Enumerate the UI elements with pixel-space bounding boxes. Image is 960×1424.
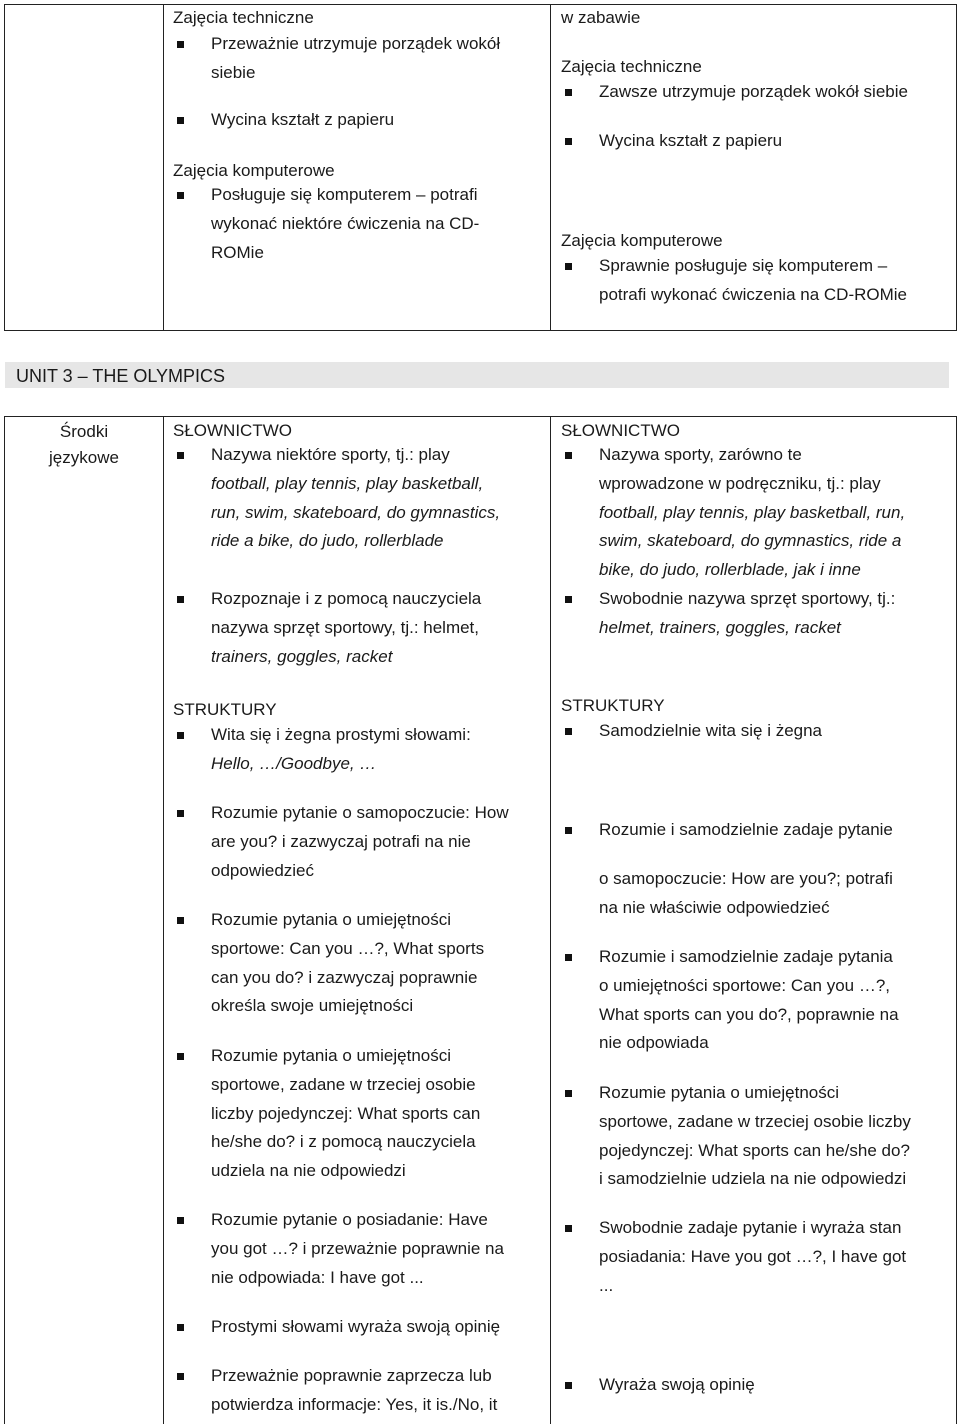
list-item: Rozumie pytania o umiejętności sportowe: Can you …?, What sports can you do? i zazwyczaj poprawnie określa swoje umiejętności <box>173 906 545 1021</box>
bullet-icon <box>565 1090 572 1097</box>
list-item: Wycina kształt z papieru <box>561 127 951 156</box>
top-table-border-right <box>956 4 957 331</box>
bullet-icon <box>565 263 572 270</box>
bullet-icon <box>565 728 572 735</box>
heading-vocabulary: SŁOWNICTWO <box>561 421 680 440</box>
bullet-icon <box>177 1324 184 1331</box>
bullet-icon <box>565 89 572 96</box>
bullet-icon <box>565 138 572 145</box>
heading-structures: STRUKTURY <box>561 696 665 715</box>
top-col-advanced <box>561 6 951 326</box>
unit-title: UNIT 3 – THE OLYMPICS <box>16 366 226 386</box>
top-table-border-top <box>4 4 957 5</box>
heading-vocabulary: SŁOWNICTWO <box>173 421 292 440</box>
bullet-icon <box>177 1217 184 1224</box>
top-col-basic <box>173 6 543 326</box>
main-col-basic <box>173 419 545 1419</box>
bullet-icon <box>565 1225 572 1232</box>
continuation-text: w zabawie <box>561 8 641 27</box>
main-table-divider-2 <box>550 416 551 1424</box>
heading-structures: STRUKTURY <box>173 700 277 719</box>
bullet-icon <box>565 827 572 834</box>
list-item: Zawsze utrzymuje porządek wokół siebie <box>561 78 951 107</box>
list-item: Nazywa niektóre sporty, tj.: play football, play tennis, play basketball, run, swim, skateboard, do gymnastics, ride a bike, do judo, rollerblade <box>173 441 545 556</box>
bullet-icon <box>177 1053 184 1060</box>
main-table-border-top <box>4 416 957 417</box>
top-table-border-bottom <box>4 330 957 331</box>
list-item: Rozpoznaje i z pomocą nauczyciela nazywa sprzęt sportowy, tj.: helmet, trainers, goggles, racket <box>173 585 545 671</box>
bullet-icon <box>177 192 184 199</box>
main-table-border-left <box>4 416 5 1424</box>
bullet-icon <box>565 452 572 459</box>
list-item: Rozumie pytania o umiejętności sportowe, zadane w trzeciej osobie liczby pojedynczej: What sports can he/she do? i samodzielnie udziela na nie odpowiedzi <box>561 1079 953 1194</box>
list-item: Przeważnie poprawnie zaprzecza lub potwierdza informacje: Yes, it is./No, it <box>173 1362 545 1420</box>
list-item: Swobodnie zadaje pytanie i wyraża stan posiadania: Have you got …?, I have got ... <box>561 1214 953 1300</box>
list-item: Prostymi słowami wyraża swoją opinię <box>173 1313 545 1342</box>
heading-computer: Zajęcia komputerowe <box>561 231 723 250</box>
bullet-icon <box>177 41 184 48</box>
bullet-icon <box>177 810 184 817</box>
list-item: Wyraża swoją opinię <box>561 1371 953 1400</box>
list-item: Nazywa sporty, zarówno te wprowadzone w podręczniku, tj.: play football, play tennis, play basketball, run, swim, skateboard, do gymnastics, ride a bike, do judo, rollerblade, jak i inne <box>561 441 953 585</box>
main-table-border-right <box>956 416 957 1424</box>
list-item: Przeważnie utrzymuje porządek wokół siebie <box>173 30 543 88</box>
list-item: Rozumie pytanie o samopoczucie: How are you? i zazwyczaj potrafi na nie odpowiedzieć <box>173 799 545 885</box>
top-table-border-left <box>4 4 5 331</box>
list-item: Rozumie pytania o umiejętności sportowe, zadane w trzeciej osobie liczby pojedynczej: What sports can he/she do? i z pomocą nauczyciela udziela na nie odpowiedzi <box>173 1042 545 1186</box>
list-item: Rozumie i samodzielnie zadaje pytanie o samopoczucie: How are you?; potrafi na nie właściwie odpowiedzieć <box>561 816 953 922</box>
bullet-icon <box>177 732 184 739</box>
bullet-icon <box>177 596 184 603</box>
top-table-divider-2 <box>550 4 551 331</box>
list-item: Sprawnie posługuje się komputerem – potrafi wykonać ćwiczenia na CD-ROMie <box>561 252 951 310</box>
list-item: Swobodnie nazywa sprzęt sportowy, tj.: helmet, trainers, goggles, racket <box>561 585 953 643</box>
heading-technical: Zajęcia techniczne <box>173 8 314 27</box>
list-item: Rozumie pytanie o posiadanie: Have you got …? i przeważnie poprawnie na nie odpowiada: I have got ... <box>173 1206 545 1292</box>
main-col-advanced <box>561 419 953 1419</box>
heading-computer: Zajęcia komputerowe <box>173 161 335 180</box>
row-label: Środki językowe <box>49 422 119 467</box>
list-item: Posługuje się komputerem – potrafi wykonać niektóre ćwiczenia na CD- ROMie <box>173 181 543 267</box>
bullet-icon <box>177 917 184 924</box>
list-item: Wycina kształt z papieru <box>173 106 543 135</box>
list-item: Rozumie i samodzielnie zadaje pytania o umiejętności sportowe: Can you …?, What sports can you do?, poprawnie na nie odpowiada <box>561 943 953 1058</box>
bullet-icon <box>565 954 572 961</box>
bullet-icon <box>565 596 572 603</box>
bullet-icon <box>177 452 184 459</box>
top-table-divider-1 <box>163 4 164 331</box>
bullet-icon <box>177 1373 184 1380</box>
bullet-icon <box>177 117 184 124</box>
list-item: Samodzielnie wita się i żegna <box>561 717 953 746</box>
main-table-divider-1 <box>163 416 164 1424</box>
list-item: Wita się i żegna prostymi słowami: Hello, …/Goodbye, … <box>173 721 545 779</box>
heading-technical: Zajęcia techniczne <box>561 57 702 76</box>
bullet-icon <box>565 1382 572 1389</box>
